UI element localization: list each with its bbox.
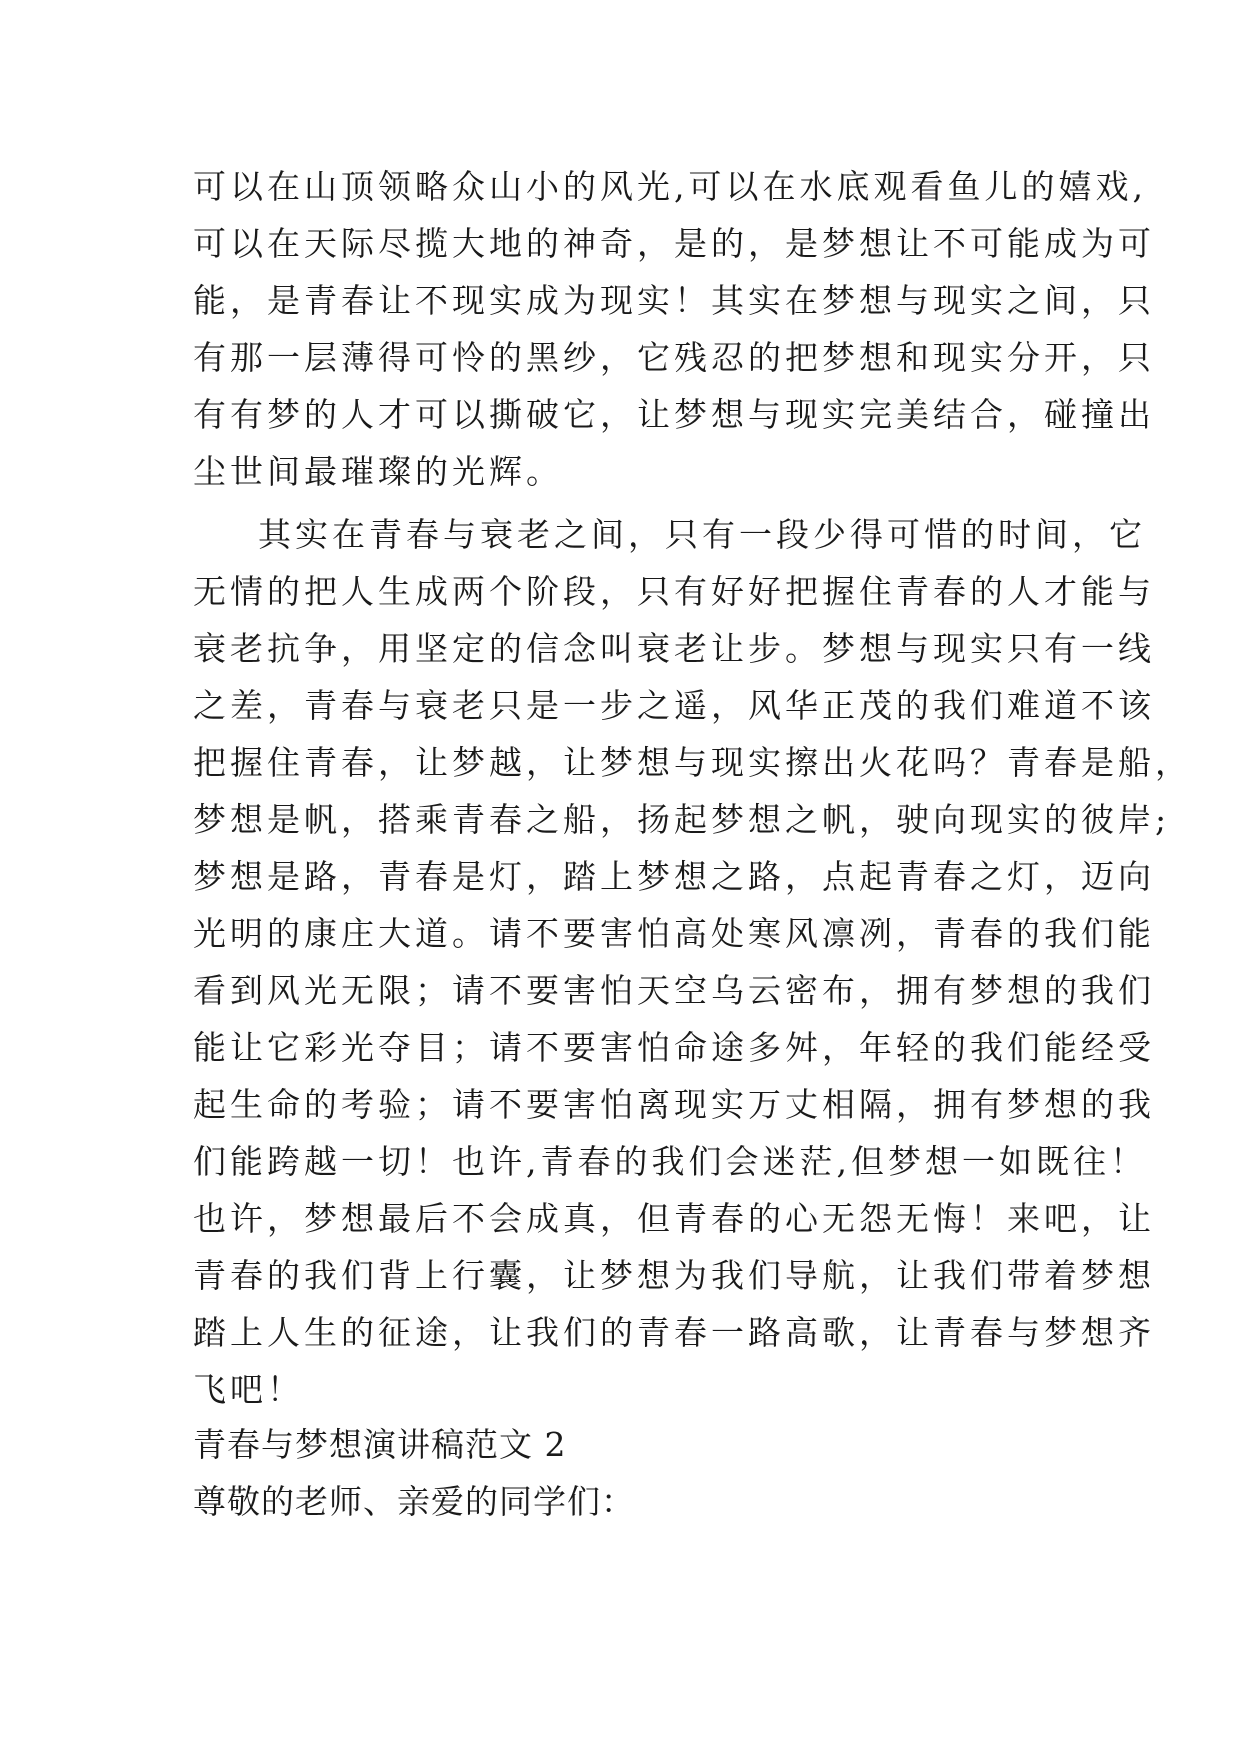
paragraph-line: 踏上人生的征途，让我们的青春一路高歌，让青春与梦想齐 (193, 1313, 1155, 1352)
paragraph-line: 青春的我们背上行囊，让梦想为我们导航，让我们带着梦想 (193, 1256, 1155, 1295)
paragraph-line: 看到风光无限；请不要害怕天空乌云密布，拥有梦想的我们 (193, 971, 1155, 1010)
paragraph-line: 有有梦的人才可以撕破它，让梦想与现实完美结合，碰撞出 (193, 395, 1155, 434)
paragraph-line: 无情的把人生成两个阶段，只有好好把握住青春的人才能与 (193, 572, 1155, 611)
paragraph-line: 之差，青春与衰老只是一步之遥，风华正茂的我们难道不该 (193, 686, 1155, 725)
paragraph-line: 可以在山顶领略众山小的风光,可以在水底观看鱼儿的嬉戏, (193, 167, 1147, 206)
paragraph-line: 也许，梦想最后不会成真，但青春的心无怨无悔！来吧，让 (193, 1199, 1155, 1238)
paragraph-line: 可以在天际尽揽大地的神奇，是的，是梦想让不可能成为可 (193, 224, 1155, 263)
paragraph-line: 把握住青春，让梦越，让梦想与现实擦出火花吗？青春是船， (193, 743, 1192, 782)
paragraph-line: 衰老抗争，用坚定的信念叫衰老让步。梦想与现实只有一线 (193, 629, 1155, 668)
paragraph-line: 光明的康庄大道。请不要害怕高处寒风凛冽，青春的我们能 (193, 914, 1155, 953)
paragraph-line: 们能跨越一切！也许,青春的我们会迷茫,但梦想一如既往！ (193, 1142, 1147, 1181)
paragraph-line: 能，是青春让不现实成为现实！其实在梦想与现实之间，只 (193, 281, 1155, 320)
paragraph-line: 起生命的考验；请不要害怕离现实万丈相隔，拥有梦想的我 (193, 1085, 1155, 1124)
salutation: 尊敬的老师、亲爱的同学们： (193, 1482, 635, 1521)
paragraph-line: 飞吧！ (193, 1370, 304, 1409)
paragraph-line: 有那一层薄得可怜的黑纱，它残忍的把梦想和现实分开，只 (193, 338, 1155, 377)
paragraph-line: 尘世间最璀璨的光辉。 (193, 452, 563, 491)
paragraph-line: 其实在青春与衰老之间，只有一段少得可惜的时间，它 (258, 515, 1146, 554)
paragraph-line: 梦想是路，青春是灯，踏上梦想之路，点起青春之灯，迈向 (193, 857, 1155, 896)
paragraph-line: 能让它彩光夺目；请不要害怕命途多舛，年轻的我们能经受 (193, 1028, 1155, 1067)
paragraph-line: 梦想是帆，搭乘青春之船，扬起梦想之帆，驶向现实的彼岸; (193, 800, 1171, 839)
section-title: 青春与梦想演讲稿范文 2 (193, 1425, 567, 1464)
